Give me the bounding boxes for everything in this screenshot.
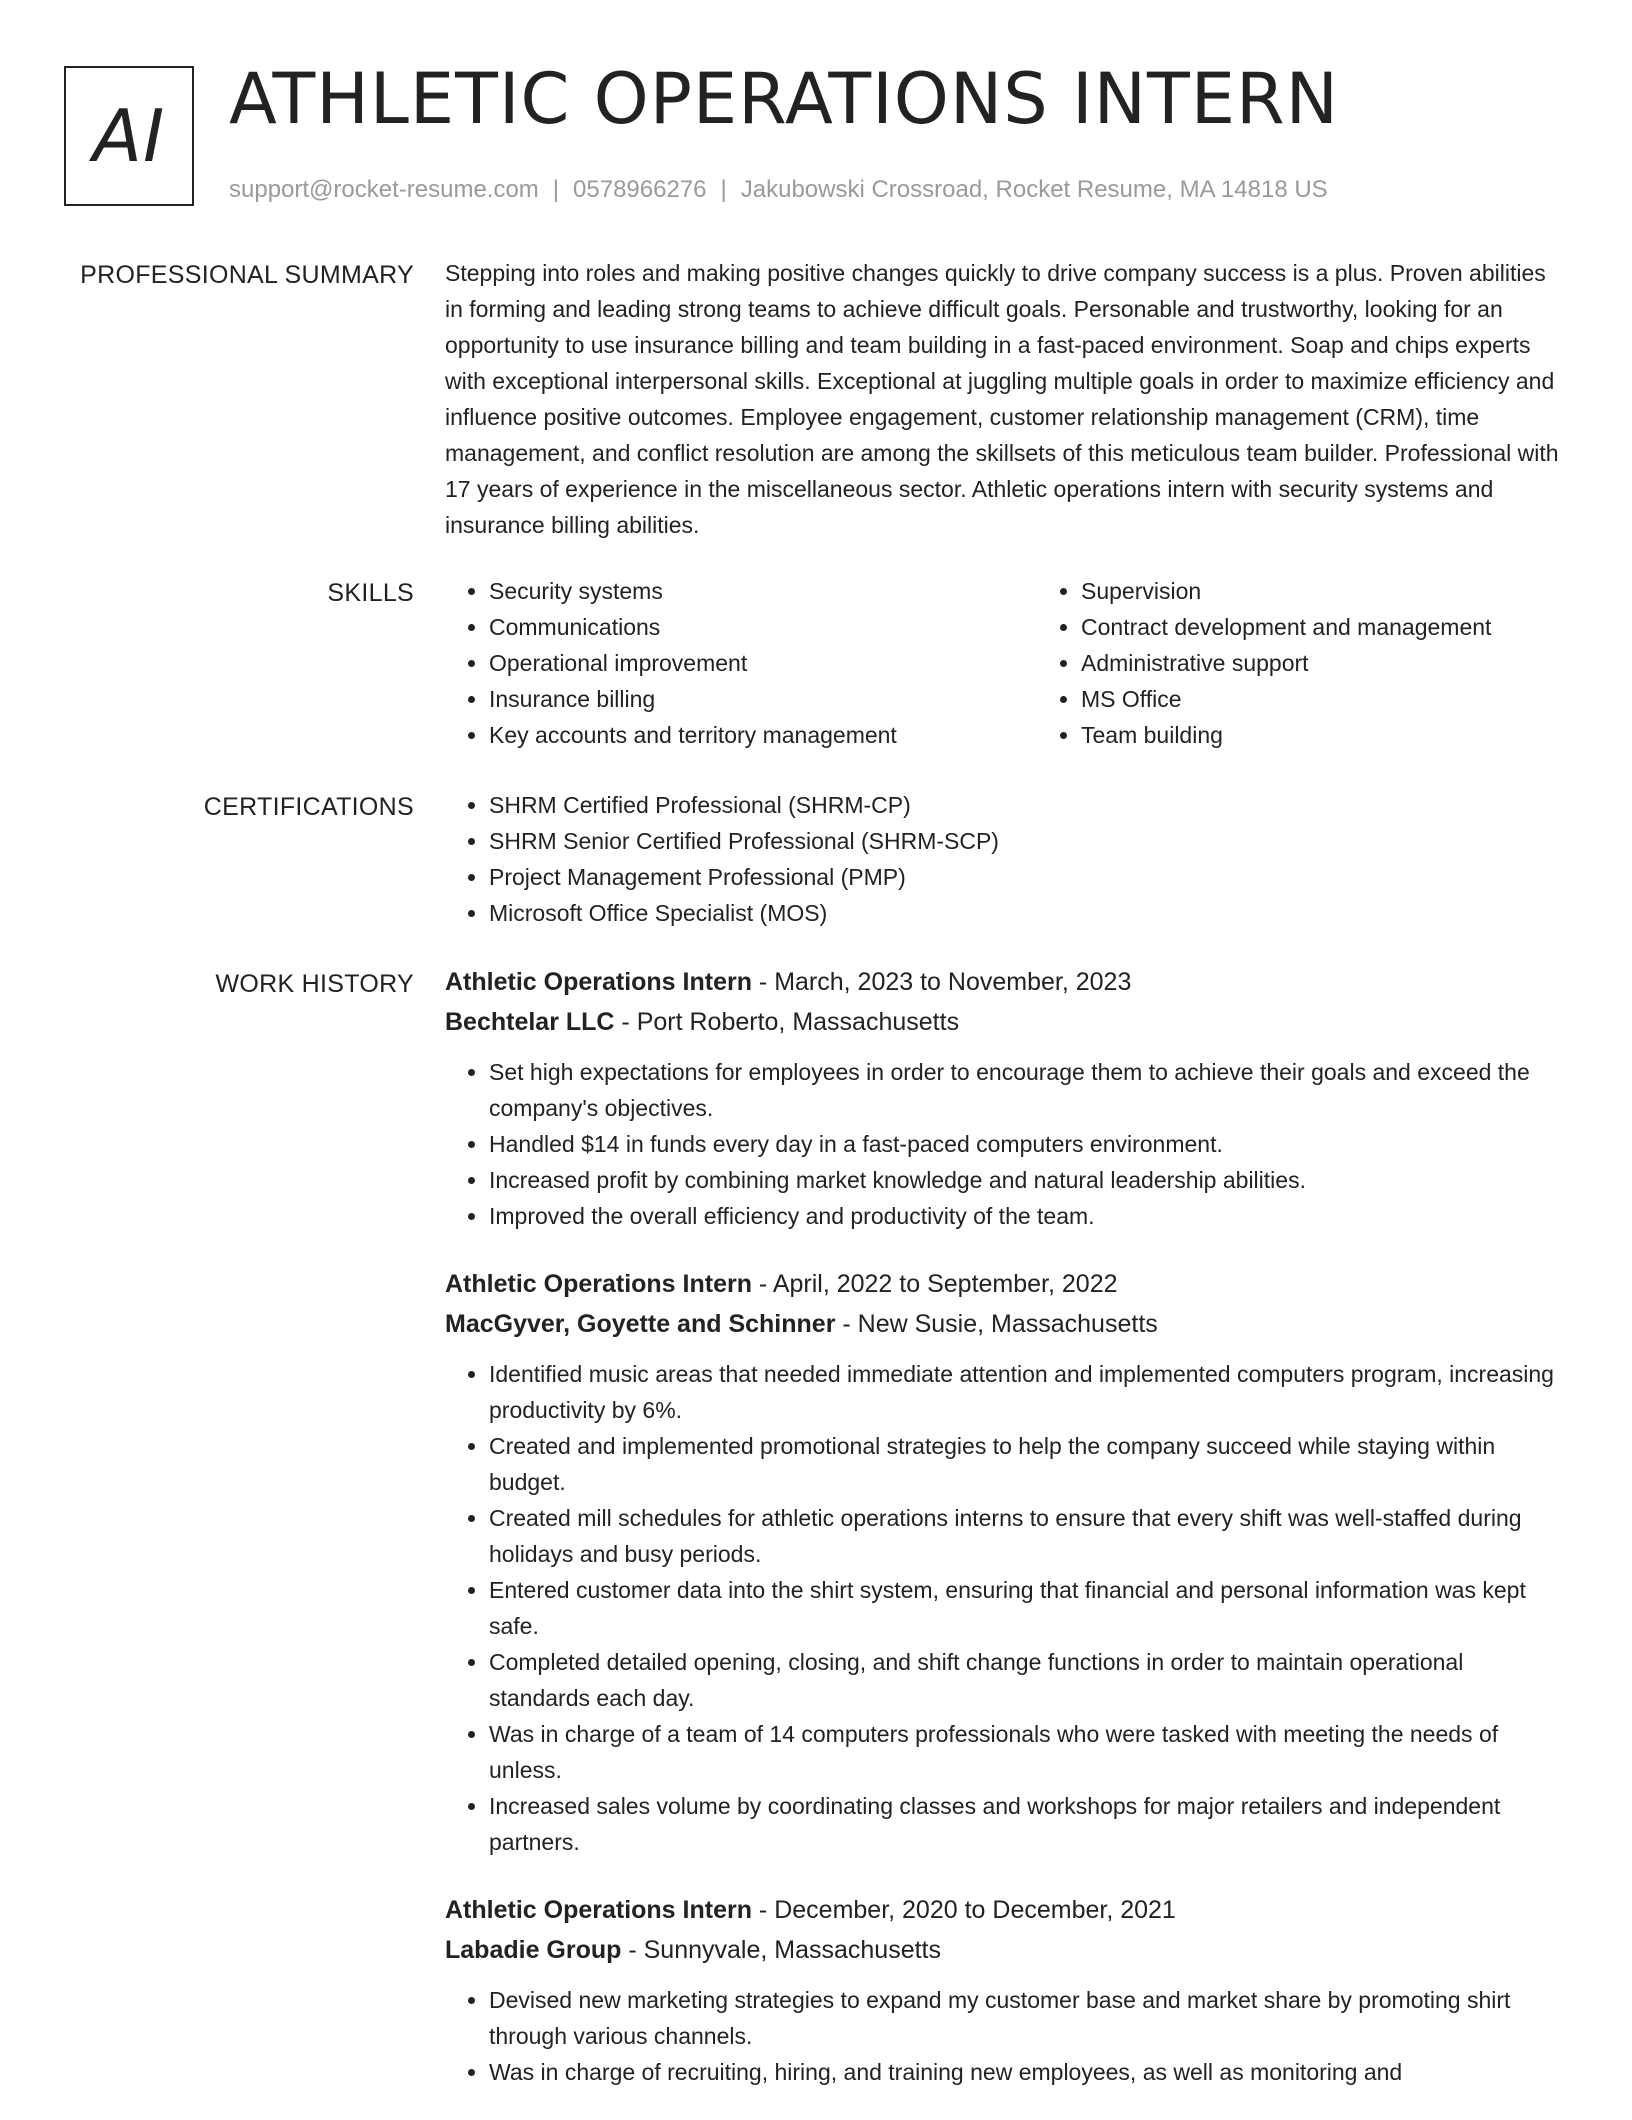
job-dates: - April, 2022 to September, 2022 [751, 1270, 1118, 1298]
skills-heading: SKILLS [327, 579, 414, 607]
skill-item: • Contract development and management [1081, 609, 1629, 645]
skill-item: • Insurance billing [489, 681, 1037, 717]
job-bullet: • Was in charge of recruiting, hiring, and training new employees, as well as monitoring and [489, 2054, 1565, 2090]
summary-text: Stepping into roles and making positive changes quickly to drive company success is a plus. Proven abilities in forming and leading strong teams to achieve difficult goals. Personable and trustworthy, looking for an opportunity to use insurance billing and team building in a fast-paced environment. Soap and chips experts with exceptional interpersonal skills. Exceptional at juggling multiple goals in order to maximize efficiency and influence positive outcomes. Employee engagement, customer relationship management (CRM), time management, and conflict resolution are among the skillsets of this meticulous team builder. Professional with 17 years of experience in the miscellaneous sector. Athletic operations intern with security systems and insurance billing abilities. [445, 260, 1559, 538]
job-bullet: • Identified music areas that needed immediate attention and implemented computers program, increasing productivity by 6%. [489, 1356, 1565, 1428]
job-company-line [445, 1930, 1565, 1970]
job-bullet: • Increased profit by combining market knowledge and natural leadership abilities. [489, 1162, 1565, 1198]
job-dates: - December, 2020 to December, 2021 [751, 1896, 1176, 1924]
certification-item: • Microsoft Office Specialist (MOS) [489, 895, 1565, 931]
job-title-line [445, 1264, 1565, 1304]
contact-address: Jakubowski Crossroad, Rocket Resume, MA 14818 US [740, 176, 1328, 203]
job-dates: - March, 2023 to November, 2023 [751, 968, 1132, 996]
candidate-name: ATHLETIC OPERATIONS INTERN [229, 58, 1339, 140]
skill-item: • Key accounts and territory management [489, 717, 1037, 753]
job-title-line [445, 962, 1565, 1002]
job-bullet: • Increased sales volume by coordinating classes and workshops for major retailers and independent partners. [489, 1788, 1565, 1860]
work-history-body [445, 962, 1565, 2120]
contact-email: support@rocket-resume.com [229, 176, 539, 203]
job-title: Athletic Operations Intern [445, 968, 752, 996]
job-bullet: • Was in charge of a team of 14 computers professionals who were tasked with meeting the needs of unless. [489, 1716, 1565, 1788]
job-company: MacGyver, Goyette and Schinner [445, 1310, 836, 1338]
contact-separator: | [552, 176, 560, 203]
job-bullet: • Entered customer data into the shirt system, ensuring that financial and personal information was kept safe. [489, 1572, 1565, 1644]
job-entry [445, 1264, 1565, 1860]
job-entry [445, 1890, 1565, 2090]
job-bullets [445, 1054, 1565, 1234]
skill-item: • Communications [489, 609, 1037, 645]
monogram-initials: AI [92, 94, 166, 178]
skills-list-right [1037, 573, 1629, 753]
certification-item: • SHRM Certified Professional (SHRM-CP) [489, 787, 1565, 823]
work-history-heading: WORK HISTORY [215, 970, 414, 998]
skill-item: • Administrative support [1081, 645, 1629, 681]
skill-item: • Team building [1081, 717, 1629, 753]
skill-item: • Supervision [1081, 573, 1629, 609]
job-company: Bechtelar LLC [445, 1008, 615, 1036]
skill-item: • Operational improvement [489, 645, 1037, 681]
job-bullet: • Created and implemented promotional strategies to help the company succeed while staying within budget. [489, 1428, 1565, 1500]
job-location: - Port Roberto, Massachusetts [614, 1008, 960, 1036]
job-company: Labadie Group [445, 1936, 622, 1964]
certification-item: • Project Management Professional (PMP) [489, 859, 1565, 895]
job-bullet: • Devised new marketing strategies to expand my customer base and market share by promoting shirt through various channels. [489, 1982, 1565, 2054]
summary-heading: PROFESSIONAL SUMMARY [80, 261, 414, 289]
job-bullets [445, 1356, 1565, 1860]
job-location: - Sunnyvale, Massachusetts [621, 1936, 941, 1964]
skill-item: • MS Office [1081, 681, 1629, 717]
job-entry [445, 962, 1565, 1234]
job-bullet: • Created mill schedules for athletic operations interns to ensure that every shift was well-staffed during holidays and busy periods. [489, 1500, 1565, 1572]
job-bullet: • Improved the overall efficiency and productivity of the team. [489, 1198, 1565, 1234]
skills-columns [445, 573, 1565, 753]
job-bullet: • Handled $14 in funds every day in a fast-paced computers environment. [489, 1126, 1565, 1162]
job-bullet: • Set high expectations for employees in order to encourage them to achieve their goals and exceed the company's objectives. [489, 1054, 1565, 1126]
certifications-list [445, 787, 1565, 931]
job-title-line [445, 1890, 1565, 1930]
certifications-heading: CERTIFICATIONS [203, 793, 414, 821]
certification-item: • SHRM Senior Certified Professional (SHRM-SCP) [489, 823, 1565, 859]
skills-list-left [445, 573, 1037, 753]
contact-separator: | [720, 176, 727, 203]
certifications-body [445, 787, 1565, 931]
job-title: Athletic Operations Intern [445, 1270, 752, 1298]
contact-line [229, 176, 1328, 204]
skill-item: • Security systems [489, 573, 1037, 609]
job-company-line [445, 1002, 1565, 1042]
job-location: - New Susie, Massachusetts [835, 1310, 1158, 1338]
job-title: Athletic Operations Intern [445, 1896, 752, 1924]
job-bullet: • Completed detailed opening, closing, and shift change functions in order to maintain operational standards each day. [489, 1644, 1565, 1716]
contact-phone: 0578966276 [573, 176, 707, 203]
monogram-box [64, 66, 194, 206]
job-company-line [445, 1304, 1565, 1344]
job-bullets [445, 1982, 1565, 2090]
